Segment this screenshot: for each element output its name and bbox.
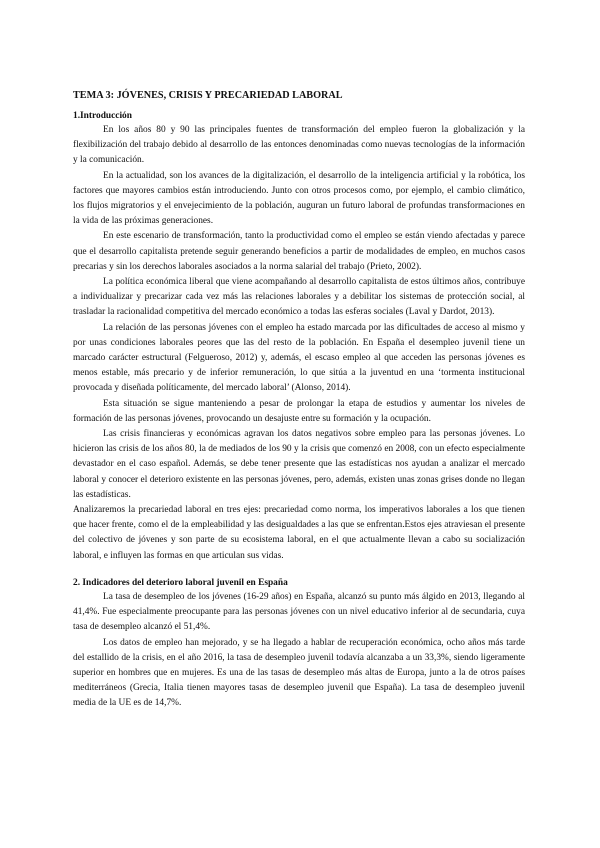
document-body: [73, 89, 525, 712]
section-1-heading: 1.Introducción: [73, 111, 132, 121]
paragraph: Analizaremos la precariedad laboral en tres ejes: precariedad como norma, los imperativos laborales a los que tienen que hacer frente, como el de la empleabilidad y las desigualdades a las que se enfrentan.Estos ejes atraviesan el presente del colectivo de jóvenes y son parte de su ecosistema laboral, en el que actualmente llevan a cabo su socialización laboral, e influyen las formas en que articulan sus vidas.: [73, 505, 525, 561]
paragraph: La relación de las personas jóvenes con el empleo ha estado marcada por las dificultades de acceso al mismo y por unas condiciones laborales peores que las del resto de la población. En España el desempleo juvenil tiene un marcado carácter estructural (Felgueroso, 2012) y, además, el escaso empleo al que acceden las personas jóvenes es menos estable, más precario y de inferior remuneración, lo que sitúa a la juventud en una ‘tormenta institucional provocada y diseñada políticamente, del mercado laboral’ (Alonso, 2014).: [73, 322, 525, 394]
section-spacer: [73, 564, 525, 576]
paragraph: En la actualidad, son los avances de la digitalización, el desarrollo de la inteligencia artificial y la robótica, los factores que mayores cambios están introduciendo. Junto con otros procesos como, por ejemplo, el cambio climático, los flujos migratorios y el envejecimiento de la población, auguran un futuro laboral de profundas transformaciones en la vida de las próximas generaciones.: [73, 170, 525, 227]
paragraph: Los datos de empleo han mejorado, y se ha llegado a hablar de recuperación económica, ocho años más tarde del estallido de la crisis, en el año 2016, la tasa de desempleo juvenil todavía alcanzaba a un 33,3%, siendo ligeramente superior en hombres que en mujeres. Es una de las tasas de desempleo más altas de Europa, junto a la de otros países mediterráneos (Grecia, Italia tienen mayores tasas de desempleo juvenil que España). La tasa de desempleo juvenil media de la UE es de 14,7%.: [73, 637, 525, 709]
document-title: TEMA 3: JÓVENES, CRISIS Y PRECARIEDAD LABORAL: [73, 90, 343, 101]
paragraph: La política económica liberal que viene acompañando al desarrollo capitalista de estos últimos años, contribuye a individualizar y precarizar cada vez más las relaciones laborales y a debilitar los sistemas de protección social, al trasladar la racionalidad competitiva del mercado económico a todas las esferas sociales (Laval y Dardot, 2013).: [73, 277, 525, 318]
paragraph: Las crisis financieras y económicas agravan los datos negativos sobre empleo para las personas jóvenes. Lo hicieron las crisis de los años 80, la de mediados de los 90 y la crisis que comenzó en 2008, con un efecto especialmente devastador en el caso español. Además, se debe tener presente que las estadísticas nos ayudan a analizar el mercado laboral y conocer el deterioro existente en las personas jóvenes, pero, además, existen unas zonas grises donde no llegan las estadísticas.: [73, 429, 525, 500]
paragraph: En los años 80 y 90 las principales fuentes de transformación del empleo fueron la globalización y la flexibilización del trabajo debido al desarrollo de las entonces denominadas como nuevas tecnologías de la información y la comunicación.: [73, 125, 525, 166]
section-2-heading: 2. Indicadores del deterioro laboral juvenil en España: [73, 577, 288, 588]
paragraph: La tasa de desempleo de los jóvenes (16-29 años) en España, alcanzó su punto más álgido en 2013, llegando al 41,4%. Fue especialmente preocupante para las personas jóvenes con un nivel educativo inferior al de secundaria, cuya tasa de desempleo alcanzó el 51,4%.: [73, 591, 525, 633]
paragraph: Esta situación se sigue manteniendo a pesar de prolongar la etapa de estudios y aumentar los niveles de formación de las personas jóvenes, provocando un desajuste entre su formación y la ocupación.: [73, 398, 525, 424]
paragraph: En este escenario de transformación, tanto la productividad como el empleo se están viendo afectadas y parece que el desarrollo capitalista pretende seguir generando beneficios a partir de modalidades de empleo, en muchos casos precarias y sin los derechos laborales asociados a la norma salarial del trabajo (Prieto, 2002).: [73, 231, 525, 272]
